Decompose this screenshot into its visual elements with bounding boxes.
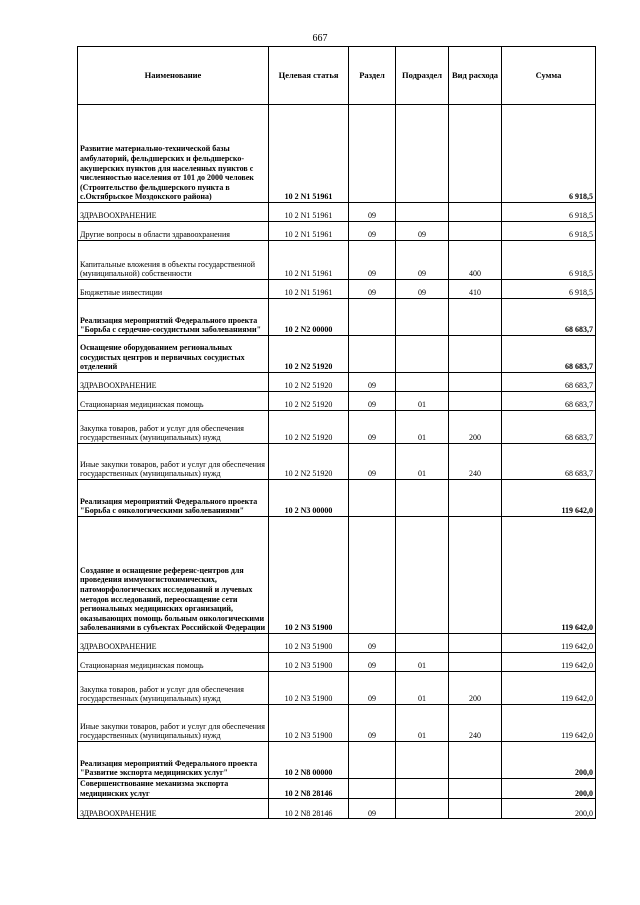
- cell-section: [349, 336, 396, 373]
- cell-target-article: 10 2 N3 51900: [269, 653, 349, 672]
- cell-section: 09: [349, 653, 396, 672]
- cell-target-article: 10 2 N1 51961: [269, 241, 349, 280]
- cell-section: [349, 299, 396, 336]
- table-row: [78, 392, 596, 411]
- cell-section: 09: [349, 672, 396, 705]
- cell-name: Развитие материально-технической базы амбулаторий, фельдшерских и фельдшерско-акушерских пунктов для населенных пунктов с численностью населения от 101 до 2000 человек (Строительство фельдшерского пункта в с.Октябрьское Моздокского района): [78, 105, 269, 203]
- cell-section: 09: [349, 634, 396, 653]
- cell-name: Реализация мероприятий Федерального проекта "Борьба с сердечно-сосудистыми заболеваниями": [78, 299, 269, 336]
- cell-expense-type: [449, 742, 502, 779]
- cell-subsection: [396, 203, 449, 222]
- cell-sum: 119 642,0: [502, 634, 596, 653]
- table-row: [78, 299, 596, 336]
- cell-expense-type: 200: [449, 411, 502, 444]
- table-row: [78, 672, 596, 705]
- cell-sum: 119 642,0: [502, 672, 596, 705]
- cell-subsection: [396, 299, 449, 336]
- cell-subsection: 01: [396, 705, 449, 742]
- cell-section: 09: [349, 222, 396, 241]
- cell-subsection: 01: [396, 672, 449, 705]
- cell-target-article: 10 2 N2 51920: [269, 392, 349, 411]
- cell-expense-type: [449, 480, 502, 517]
- cell-expense-type: 410: [449, 280, 502, 299]
- cell-section: 09: [349, 392, 396, 411]
- cell-subsection: [396, 105, 449, 203]
- cell-subsection: [396, 373, 449, 392]
- cell-section: 09: [349, 799, 396, 819]
- cell-name: ЗДРАВООХРАНЕНИЕ: [78, 373, 269, 392]
- cell-sum: 6 918,5: [502, 241, 596, 280]
- cell-name: Капитальные вложения в объекты государственной (муниципальной) собственности: [78, 241, 269, 280]
- cell-section: [349, 517, 396, 634]
- cell-name: Закупка товаров, работ и услуг для обеспечения государственных (муниципальных) нужд: [78, 411, 269, 444]
- cell-section: [349, 105, 396, 203]
- cell-sum: 68 683,7: [502, 299, 596, 336]
- column-header-section: Раздел: [349, 47, 396, 105]
- cell-subsection: [396, 517, 449, 634]
- cell-subsection: 01: [396, 411, 449, 444]
- cell-section: 09: [349, 373, 396, 392]
- cell-expense-type: [449, 392, 502, 411]
- cell-sum: 68 683,7: [502, 373, 596, 392]
- cell-name: Совершенствование механизма экспорта медицинских услуг: [78, 779, 269, 799]
- cell-expense-type: [449, 779, 502, 799]
- cell-target-article: 10 2 N2 51920: [269, 336, 349, 373]
- cell-target-article: 10 2 N3 51900: [269, 705, 349, 742]
- cell-expense-type: [449, 634, 502, 653]
- cell-subsection: [396, 779, 449, 799]
- cell-name: Другие вопросы в области здравоохранения: [78, 222, 269, 241]
- cell-sum: 119 642,0: [502, 653, 596, 672]
- table-row: [78, 517, 596, 634]
- table-row: [78, 634, 596, 653]
- cell-target-article: 10 2 N2 00000: [269, 299, 349, 336]
- cell-expense-type: [449, 373, 502, 392]
- cell-sum: 200,0: [502, 799, 596, 819]
- cell-subsection: 09: [396, 241, 449, 280]
- cell-expense-type: [449, 336, 502, 373]
- cell-name: Иные закупки товаров, работ и услуг для обеспечения государственных (муниципальных) нужд: [78, 444, 269, 480]
- table-row: [78, 779, 596, 799]
- cell-section: 09: [349, 203, 396, 222]
- cell-name: Реализация мероприятий Федерального проекта "Развитие экспорта медицинских услуг": [78, 742, 269, 779]
- cell-expense-type: [449, 799, 502, 819]
- cell-section: 09: [349, 411, 396, 444]
- cell-name: Иные закупки товаров, работ и услуг для обеспечения государственных (муниципальных) нужд: [78, 705, 269, 742]
- table-row: [78, 336, 596, 373]
- cell-subsection: 01: [396, 444, 449, 480]
- table-row: [78, 480, 596, 517]
- cell-name: Оснащение оборудованием региональных сосудистых центров и первичных сосудистых отделений: [78, 336, 269, 373]
- cell-name: Закупка товаров, работ и услуг для обеспечения государственных (муниципальных) нужд: [78, 672, 269, 705]
- table-row: [78, 705, 596, 742]
- cell-subsection: 09: [396, 222, 449, 241]
- cell-expense-type: [449, 203, 502, 222]
- cell-sum: 6 918,5: [502, 203, 596, 222]
- cell-sum: 68 683,7: [502, 411, 596, 444]
- cell-name: Создание и оснащение референс-центров для проведения иммуногистохимических, патоморфологических исследований и лучевых методов исследований, переоснащение сети региональных медицинских организаций, оказывающих помощь больным онкологическими заболеваниями в субъектах Российской Федерации: [78, 517, 269, 634]
- cell-target-article: 10 2 N3 00000: [269, 480, 349, 517]
- cell-name: Стационарная медицинская помощь: [78, 653, 269, 672]
- cell-target-article: 10 2 N2 51920: [269, 373, 349, 392]
- cell-expense-type: [449, 517, 502, 634]
- cell-subsection: [396, 742, 449, 779]
- table-header-row: [78, 47, 596, 105]
- cell-expense-type: [449, 653, 502, 672]
- table-row: [78, 444, 596, 480]
- table-row: [78, 280, 596, 299]
- cell-sum: 119 642,0: [502, 480, 596, 517]
- cell-name: Бюджетные инвестиции: [78, 280, 269, 299]
- cell-target-article: 10 2 N2 51920: [269, 444, 349, 480]
- column-header-name: Наименование: [78, 47, 269, 105]
- cell-subsection: 09: [396, 280, 449, 299]
- cell-section: [349, 779, 396, 799]
- cell-target-article: 10 2 N8 28146: [269, 779, 349, 799]
- cell-target-article: 10 2 N3 51900: [269, 634, 349, 653]
- cell-name: Реализация мероприятий Федерального проекта "Борьба с онкологическими заболеваниями": [78, 480, 269, 517]
- cell-sum: 119 642,0: [502, 705, 596, 742]
- table-row: [78, 742, 596, 779]
- cell-sum: 6 918,5: [502, 105, 596, 203]
- table-row: [78, 799, 596, 819]
- cell-expense-type: 240: [449, 444, 502, 480]
- cell-subsection: [396, 799, 449, 819]
- cell-target-article: 10 2 N1 51961: [269, 105, 349, 203]
- table-row: [78, 241, 596, 280]
- cell-subsection: 01: [396, 392, 449, 411]
- table-row: [78, 373, 596, 392]
- cell-subsection: [396, 336, 449, 373]
- table-row: [78, 222, 596, 241]
- cell-name: ЗДРАВООХРАНЕНИЕ: [78, 799, 269, 819]
- cell-subsection: [396, 634, 449, 653]
- cell-target-article: 10 2 N3 51900: [269, 672, 349, 705]
- column-header-expense-type: Вид расхода: [449, 47, 502, 105]
- column-header-sum: Сумма: [502, 47, 596, 105]
- cell-expense-type: 200: [449, 672, 502, 705]
- cell-target-article: 10 2 N1 51961: [269, 203, 349, 222]
- table-row: [78, 203, 596, 222]
- cell-sum: 68 683,7: [502, 392, 596, 411]
- cell-target-article: 10 2 N1 51961: [269, 222, 349, 241]
- page-number: 667: [312, 33, 328, 44]
- cell-target-article: 10 2 N8 28146: [269, 799, 349, 819]
- cell-sum: 68 683,7: [502, 444, 596, 480]
- cell-section: [349, 480, 396, 517]
- cell-subsection: [396, 480, 449, 517]
- cell-sum: 200,0: [502, 779, 596, 799]
- cell-sum: 200,0: [502, 742, 596, 779]
- cell-expense-type: [449, 105, 502, 203]
- cell-expense-type: [449, 222, 502, 241]
- cell-target-article: 10 2 N2 51920: [269, 411, 349, 444]
- budget-table: [77, 46, 596, 819]
- cell-section: 09: [349, 280, 396, 299]
- cell-name: ЗДРАВООХРАНЕНИЕ: [78, 634, 269, 653]
- cell-name: ЗДРАВООХРАНЕНИЕ: [78, 203, 269, 222]
- table-body: [78, 105, 596, 819]
- cell-target-article: 10 2 N3 51900: [269, 517, 349, 634]
- table-row: [78, 105, 596, 203]
- cell-target-article: 10 2 N1 51961: [269, 280, 349, 299]
- cell-sum: 68 683,7: [502, 336, 596, 373]
- table-row: [78, 653, 596, 672]
- column-header-subsection: Подраздел: [396, 47, 449, 105]
- cell-section: 09: [349, 444, 396, 480]
- cell-section: 09: [349, 241, 396, 280]
- cell-sum: 6 918,5: [502, 222, 596, 241]
- cell-name: Стационарная медицинская помощь: [78, 392, 269, 411]
- cell-subsection: 01: [396, 653, 449, 672]
- cell-target-article: 10 2 N8 00000: [269, 742, 349, 779]
- cell-sum: 119 642,0: [502, 517, 596, 634]
- table-row: [78, 411, 596, 444]
- cell-expense-type: 240: [449, 705, 502, 742]
- column-header-target: Целевая статья: [269, 47, 349, 105]
- cell-section: [349, 742, 396, 779]
- cell-sum: 6 918,5: [502, 280, 596, 299]
- cell-expense-type: 400: [449, 241, 502, 280]
- cell-expense-type: [449, 299, 502, 336]
- cell-section: 09: [349, 705, 396, 742]
